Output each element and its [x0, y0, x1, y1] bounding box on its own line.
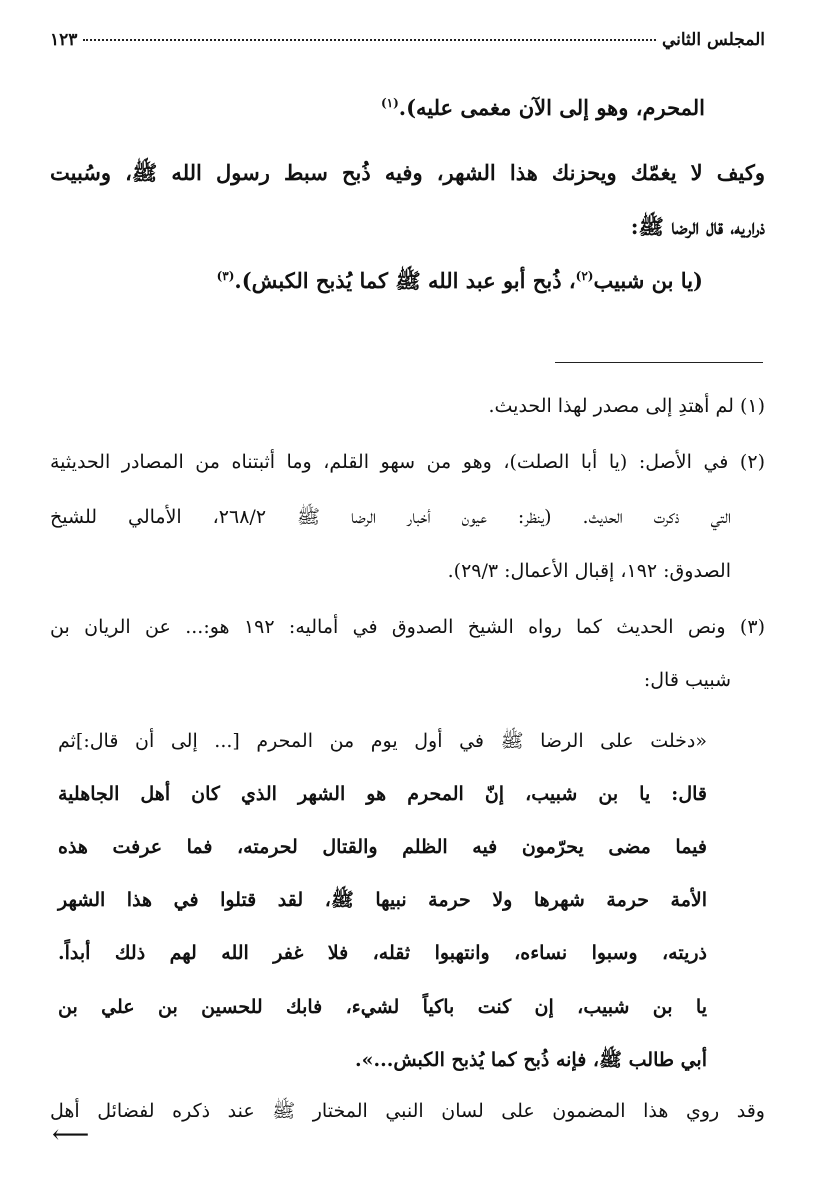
footnote-3-line-1: (٣) ونص الحديث كما رواه الشيخ الصدوق في أماليه: ١٩٢ هو:... عن الريان بن: [50, 616, 765, 638]
body-line-3: ذراريه، قال الرضا ﷺ:: [630, 214, 765, 239]
footnote-2-line-3: الصدوق: ١٩٢، إقبال الأعمال: ٢٩/٣).: [447, 560, 731, 582]
quote-line-5: ذريته، وسبوا نساءه، وانتهبوا ثقله، فلا غفر الله لهم ذلك أبداً.: [58, 942, 707, 964]
body-line-4: (يا بن شبيب$^{(٢)}$، ذُبح أبو عبد الله ﷺ كما يُذبح الكبش).$^{(٣)}$: [216, 268, 703, 293]
quote-line-2: قال: يا بن شبيب، إنّ المحرم هو الشهر الذي كان أهل الجاهلية: [58, 783, 707, 805]
body-line-1: المحرم، وهو إلى الآن مغمى عليه).$^{(١)}$: [380, 95, 705, 120]
chapter-title: المجلس الثاني: [661, 30, 765, 50]
quote-line-3: فيما مضى يحرّمون فيه الظلم والقتال لحرمته، فما عرفت هذه: [58, 836, 707, 858]
header-leader-dots: [83, 39, 656, 41]
closing-line: وقد روي هذا المضمون على لسان النبي المختار ﷺ عند ذكره لفضائل أهل: [50, 1100, 765, 1122]
footnote-1: (١) لم أهتدِ إلى مصدر لهذا الحديث.: [488, 395, 765, 417]
footnote-ref-3: (٣): [216, 269, 235, 283]
footnote-3-line-2: شبيب قال:: [643, 669, 731, 691]
quote-line-4: الأمة حرمة شهرها ولا حرمة نبيها ﷺ، لقد قتلوا في هذا الشهر: [58, 889, 707, 911]
quote-line-6: يا بن شبيب، إن كنت باكياً لشيء، فابك للحسين بن علي بن: [58, 996, 707, 1018]
footnote-ref-1: (١): [380, 96, 399, 110]
footnote-separator: [555, 362, 763, 363]
quote-line-7: أبي طالب ﷺ، فإنه ذُبح كما يُذبح الكبش...».: [355, 1049, 707, 1071]
footnote-ref-2: (٢): [575, 269, 594, 283]
quote-line-1: «دخلت على الرضا ﷺ في أول يوم من المحرم [... إلى أن قال:]ثم: [58, 730, 707, 752]
footnote-2-line-1: (٢) في الأصل: (يا أبا الصلت)، وهو من سهو القلم، وما أثبتناه من المصادر الحديثية: [50, 451, 765, 473]
running-header: [50, 30, 765, 56]
page-number: ١٢٣: [50, 30, 78, 50]
body-line-2: وكيف لا يغمّك ويحزنك هذا الشهر، وفيه ذُبح سبط رسول الله ﷺ، وسُبيت: [50, 160, 765, 185]
continue-arrow-icon: ⟵: [52, 1120, 90, 1150]
footnote-2-line-2: التي ذكرت الحديث. (ينظر: عيون أخبار الرضا ﷺ ٢٦٨/٢، الأمالي للشيخ: [50, 506, 731, 528]
